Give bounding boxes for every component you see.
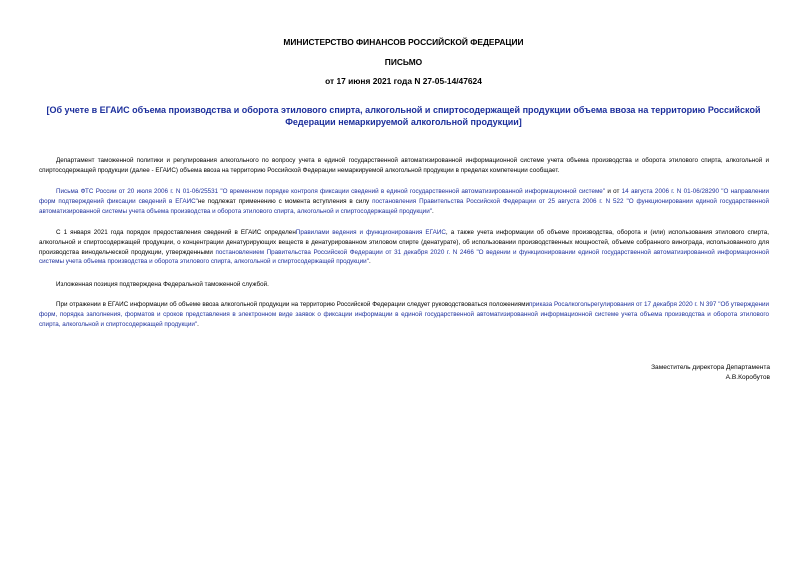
paragraph-text: При отражении в ЕГАИС информации об объеме ввоза алкогольной продукции на территорию Российской Федерации следует руководствоваться положениями	[56, 301, 530, 308]
paragraph-text: , а также учета информации об объеме производства, оборота и (или) использования этилового спирта, алкогольной и спиртосодержащей продукции, о концентрации денатурирующих веществ в денатурированном этиловом спирте (денатурате), об использовании производственных мощностей, объеме собранного винограда, использованного для производства винодельческой продукции, утвержденными	[39, 229, 769, 256]
paragraph-text: С 1 января 2021 года порядок предоставления сведений в ЕГАИС определен	[56, 229, 296, 236]
government-decree-522-link[interactable]: постановления Правительства Российской Федерации от 25 августа 2006 г. N 522 "О функционировании единой государственной автоматизированной системы учета объема производства и оборота этилового спирта, алкогольной и спиртосодержащей продукции"	[39, 197, 769, 215]
paragraph-text: .	[368, 258, 371, 266]
paragraph-import-order	[39, 300, 769, 329]
government-decree-2466-link[interactable]: постановлением Правительства Российской Федерации от 31 декабря 2020 г. N 2466 "О ведении и функционировании единой государственной автоматизированной информационной системы учета объема производства и оборота этилового спирта, алкогольной и спиртосодержащей продукции"	[39, 248, 769, 266]
signatory-name: А.В.Коробутов	[725, 374, 770, 381]
paragraph-confirmation-text: Изложенная позиция подтверждена Федеральной таможенной службой.	[56, 281, 269, 288]
paragraph-text: не подлежат применению с момента вступления в силу	[197, 197, 373, 205]
signatory-position: Заместитель директора Департамента	[651, 364, 770, 371]
paragraph-text: .	[431, 207, 434, 215]
egais-rules-link[interactable]: Правилами ведения и функционирования ЕГАИС	[295, 229, 446, 236]
paragraph-egais-rules	[39, 228, 769, 267]
document-title: [Об учете в ЕГАИС объема производства и оборота этилового спирта, алкогольной и спиртосодержащей продукции объема ввоза на территорию Российской Федерации немаркируемой алкогольной продукции]	[46, 105, 761, 127]
paragraph-intro	[39, 156, 769, 176]
paragraph-text: .	[197, 320, 199, 328]
fts-letter-link-2[interactable]: 14 августа 2006 г. N 01-06/28290 "О направлении форм подтверждений фиксации сведений в ЕГАИС"	[39, 188, 769, 205]
paragraph-text: и от	[605, 188, 622, 195]
signature-block	[651, 363, 770, 383]
document-type: ПИСЬМО	[384, 57, 423, 67]
rosalkogol-order-397-link[interactable]: приказа Росалкогольрегулирования от 17 декабря 2020 г. N 397 "Об утверждении форм, порядка заполнения, форматов и сроков представления в электронном виде заявок о фиксации информации в единой государственной автоматизированной информационной системе учета объема производства и оборота этилового спирта, алкогольной и спиртосодержащей продукции"	[39, 301, 769, 328]
paragraph-fts-letters	[39, 187, 769, 216]
ministry-heading: МИНИСТЕРСТВО ФИНАНСОВ РОССИЙСКОЙ ФЕДЕРАЦИИ	[283, 37, 524, 47]
fts-letter-link-1[interactable]: Письма ФТС России от 20 июля 2006 г. N 01-06/25531 "О временном порядке контроля фиксации сведений в единой государственной автоматизированной информационной системе"	[56, 188, 606, 195]
paragraph-confirmation	[39, 280, 769, 290]
document-date-number: от 17 июня 2021 года N 27-05-14/47624	[325, 76, 482, 86]
paragraph-intro-text: Департамент таможенной политики и регулирования алкогольного по вопросу учета в единой государственной автоматизированной информационной системе учета объема производства и оборота этилового спирта, алкогольной и спиртосодержащей продукции (далее - ЕГАИС) объема ввоза на территорию Российской Федерации немаркируемой алкогольной продукции в пределах компетенции сообщает.	[39, 157, 769, 174]
